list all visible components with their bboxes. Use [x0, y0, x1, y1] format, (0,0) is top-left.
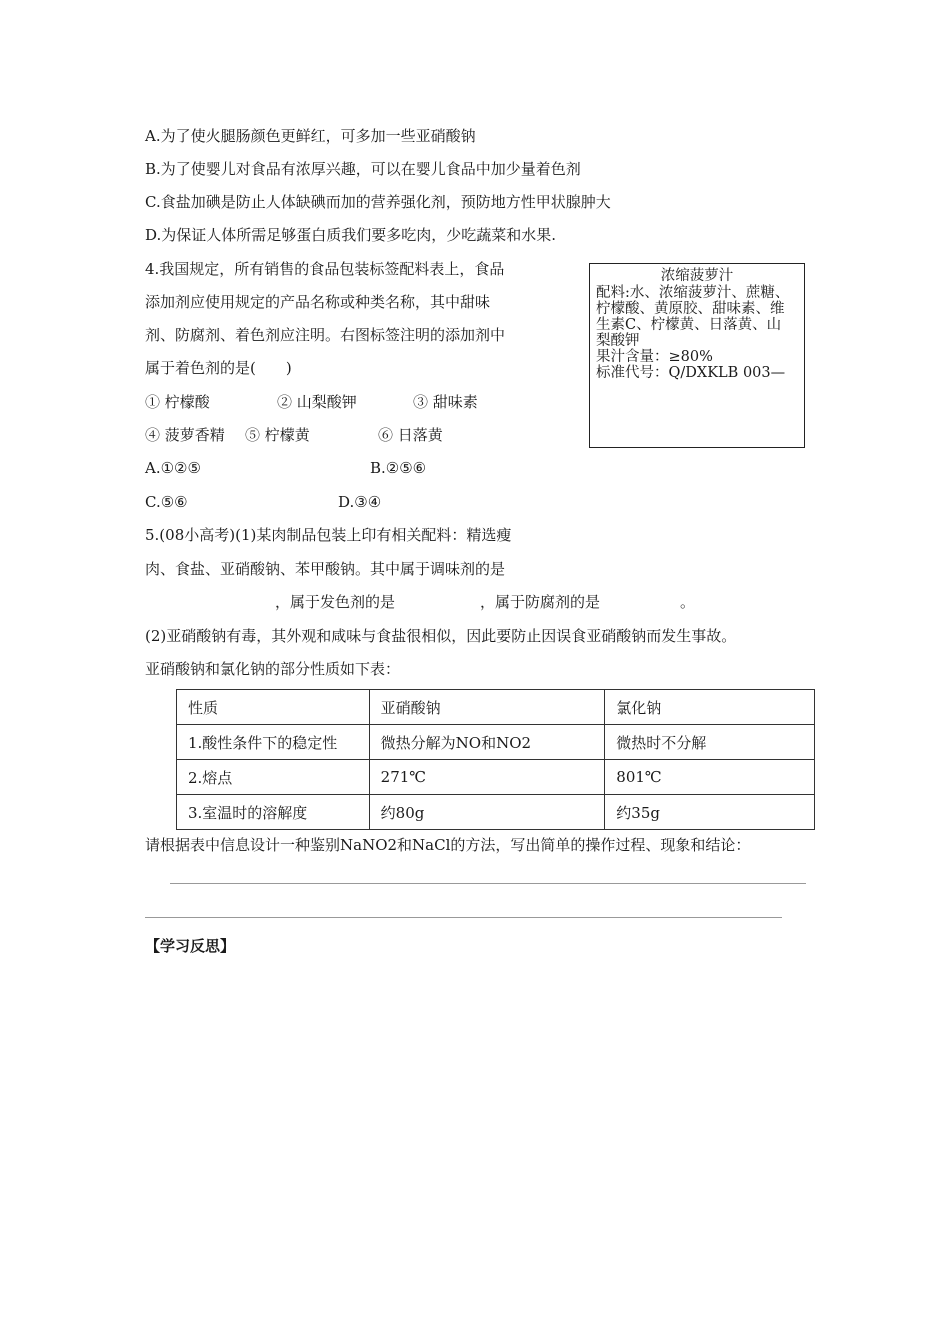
q4-choice-c: C.⑤⑥ [145, 493, 188, 511]
q4-stem-line: 剂、防腐剂、着色剂应注明。右图标签注明的添加剂中 [145, 326, 506, 344]
q5-part2-line: 亚硝酸钠和氯化钠的部分性质如下表： [145, 660, 401, 678]
q4-choice-d: D.③④ [338, 493, 382, 511]
q3-option-d: D.为保证人体所需足够蛋白质我们要多吃肉，少吃蔬菜和水果. [145, 226, 557, 244]
q4-choice-b: B.②⑤⑥ [370, 459, 427, 477]
q4-item: ⑥ 日落黄 [378, 426, 443, 444]
q5-blank-text: ，属于发色剂的是 [275, 593, 396, 611]
q5-line: 5.(08小高考)(1)某肉制品包装上印有相关配料：精选瘦 [145, 526, 512, 544]
q3-option-c: C.食盐加碘是防止人体缺碘而加的营养强化剂，预防地方性甲状腺肿大 [145, 193, 611, 211]
table-cell: 2.熔点 [177, 760, 370, 795]
table-cell: 约35g [605, 795, 815, 830]
q4-item: ③ 甜味素 [413, 393, 478, 411]
table-cell: 801℃ [605, 760, 815, 795]
label-line: 梨酸钾 [596, 333, 640, 349]
q3-option-b: B.为了使婴儿对食品有浓厚兴趣，可以在婴儿食品中加少量着色剂 [145, 160, 581, 178]
q4-stem-line: 添加剂应使用规定的产品名称或种类名称，其中甜味 [145, 293, 491, 311]
label-line: 标准代号：Q/DXKLB 003— [596, 365, 786, 381]
table-row [177, 795, 815, 830]
q4-item: ④ 菠萝香精 [145, 426, 225, 444]
table-row [177, 760, 815, 795]
product-label-box [589, 263, 805, 448]
q3-option-a: A.为了使火腿肠颜色更鲜红，可多加一些亚硝酸钠 [145, 127, 476, 145]
table-header-row [177, 690, 815, 725]
table-cell: 微热分解为NO和NO2 [369, 725, 605, 760]
q4-item: ① 柠檬酸 [145, 393, 210, 411]
label-line: 果汁含量：≥80% [596, 349, 713, 365]
q5-part2-line: (2)亚硝酸钠有毒，其外观和咸味与食盐很相似，因此要防止因误食亚硝酸钠而发生事故。 [145, 627, 737, 645]
q4-choice-a: A.①②⑤ [145, 459, 201, 477]
answer-line [145, 917, 782, 918]
table-header-cell: 氯化钠 [605, 690, 815, 725]
q4-stem-line: 4.我国规定，所有销售的食品包装标签配料表上，食品 [145, 260, 505, 278]
q5-blank-end: 。 [680, 593, 696, 611]
table-cell: 微热时不分解 [605, 725, 815, 760]
answer-line [170, 883, 806, 884]
table-row [177, 725, 815, 760]
label-line: 生素C、柠檬黄、日落黄、山 [596, 317, 782, 333]
reflection-heading: 【学习反思】 [145, 937, 236, 955]
q5-line: 肉、食盐、亚硝酸钠、苯甲酸钠。其中属于调味剂的是 [145, 560, 506, 578]
table-cell: 约80g [369, 795, 605, 830]
table-cell: 3.室温时的溶解度 [177, 795, 370, 830]
q5-instruction: 请根据表中信息设计一种鉴别NaNO2和NaCl的方法，写出简单的操作过程、现象和结论： [145, 836, 751, 854]
q4-item: ② 山梨酸钾 [277, 393, 357, 411]
label-title: 浓缩菠萝汁 [660, 268, 734, 284]
label-line: 柠檬酸、黄原胶、甜味素、维 [596, 301, 785, 317]
table-cell: 1.酸性条件下的稳定性 [177, 725, 370, 760]
table-header-cell: 性质 [177, 690, 370, 725]
q4-stem-line: 属于着色剂的是( ) [145, 359, 292, 377]
table-cell: 271℃ [369, 760, 605, 795]
properties-table [176, 689, 815, 830]
table-header-cell: 亚硝酸钠 [369, 690, 605, 725]
label-line: 配料:水、浓缩菠萝汁、蔗糖、 [596, 285, 790, 301]
q5-blank-text: ，属于防腐剂的是 [480, 593, 601, 611]
q4-item: ⑤ 柠檬黄 [245, 426, 310, 444]
